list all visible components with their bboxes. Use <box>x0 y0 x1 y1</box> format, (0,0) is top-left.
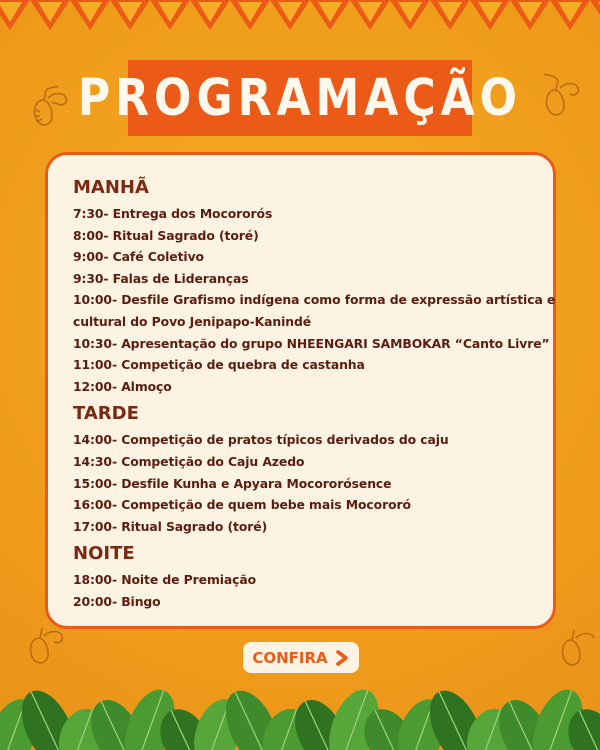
schedule-item: 12:00- Almoço <box>73 378 172 394</box>
section-morning <box>73 177 556 397</box>
schedule-item: 14:30- Competição do Caju Azedo <box>73 453 305 469</box>
leaf-border <box>0 670 600 750</box>
schedule-item: cultural do Povo Jenipapo-Kanindé <box>73 313 312 329</box>
title-banner <box>77 60 523 136</box>
cashew-icon <box>530 66 586 122</box>
section-night <box>73 543 553 612</box>
schedule-item: 7:30- Entrega dos Mocororós <box>73 206 273 221</box>
schedule-item: 11:00- Competição de quebra de castanha <box>73 357 365 373</box>
schedule-item: 18:00- Noite de Premiação <box>73 572 257 588</box>
confira-button[interactable] <box>243 642 359 673</box>
triangle-border <box>0 0 600 40</box>
section-afternoon <box>73 403 553 537</box>
schedule-item: 14:00- Competição de pratos típicos derivados do caju <box>73 432 449 448</box>
schedule-item: 10:30- Apresentação do grupo NHEENGARI SAMBOKAR “Canto Livre” <box>73 335 550 351</box>
section-heading: NOITE <box>73 543 135 565</box>
chevron-right-icon <box>334 650 350 666</box>
schedule-item: 20:00- Bingo <box>73 593 161 609</box>
schedule-item: 10:00- Desfile Grafismo indígena como forma de expressão artística e <box>73 292 556 308</box>
schedule-item: 9:00- Café Coletivo <box>73 249 204 265</box>
cashew-icon <box>548 618 600 674</box>
schedule-item: 9:30- Falas de Lideranças <box>73 270 249 286</box>
section-heading: TARDE <box>73 403 139 425</box>
cashew-icon <box>22 78 78 134</box>
schedule-item: 16:00- Competição de quem bebe mais Mocororó <box>73 497 411 513</box>
schedule-item: 8:00- Ritual Sagrado (toré) <box>73 227 259 243</box>
schedule-card <box>45 152 556 629</box>
confira-label: CONFIRA <box>252 648 328 667</box>
schedule-item: 17:00- Ritual Sagrado (toré) <box>73 518 268 534</box>
border-triangle <box>590 0 600 30</box>
section-heading: MANHÃ <box>73 177 149 198</box>
page-title: PROGRAMAÇÃO <box>77 68 523 128</box>
schedule-item: 15:00- Desfile Kunha e Apyara Mocororósence <box>73 475 392 491</box>
